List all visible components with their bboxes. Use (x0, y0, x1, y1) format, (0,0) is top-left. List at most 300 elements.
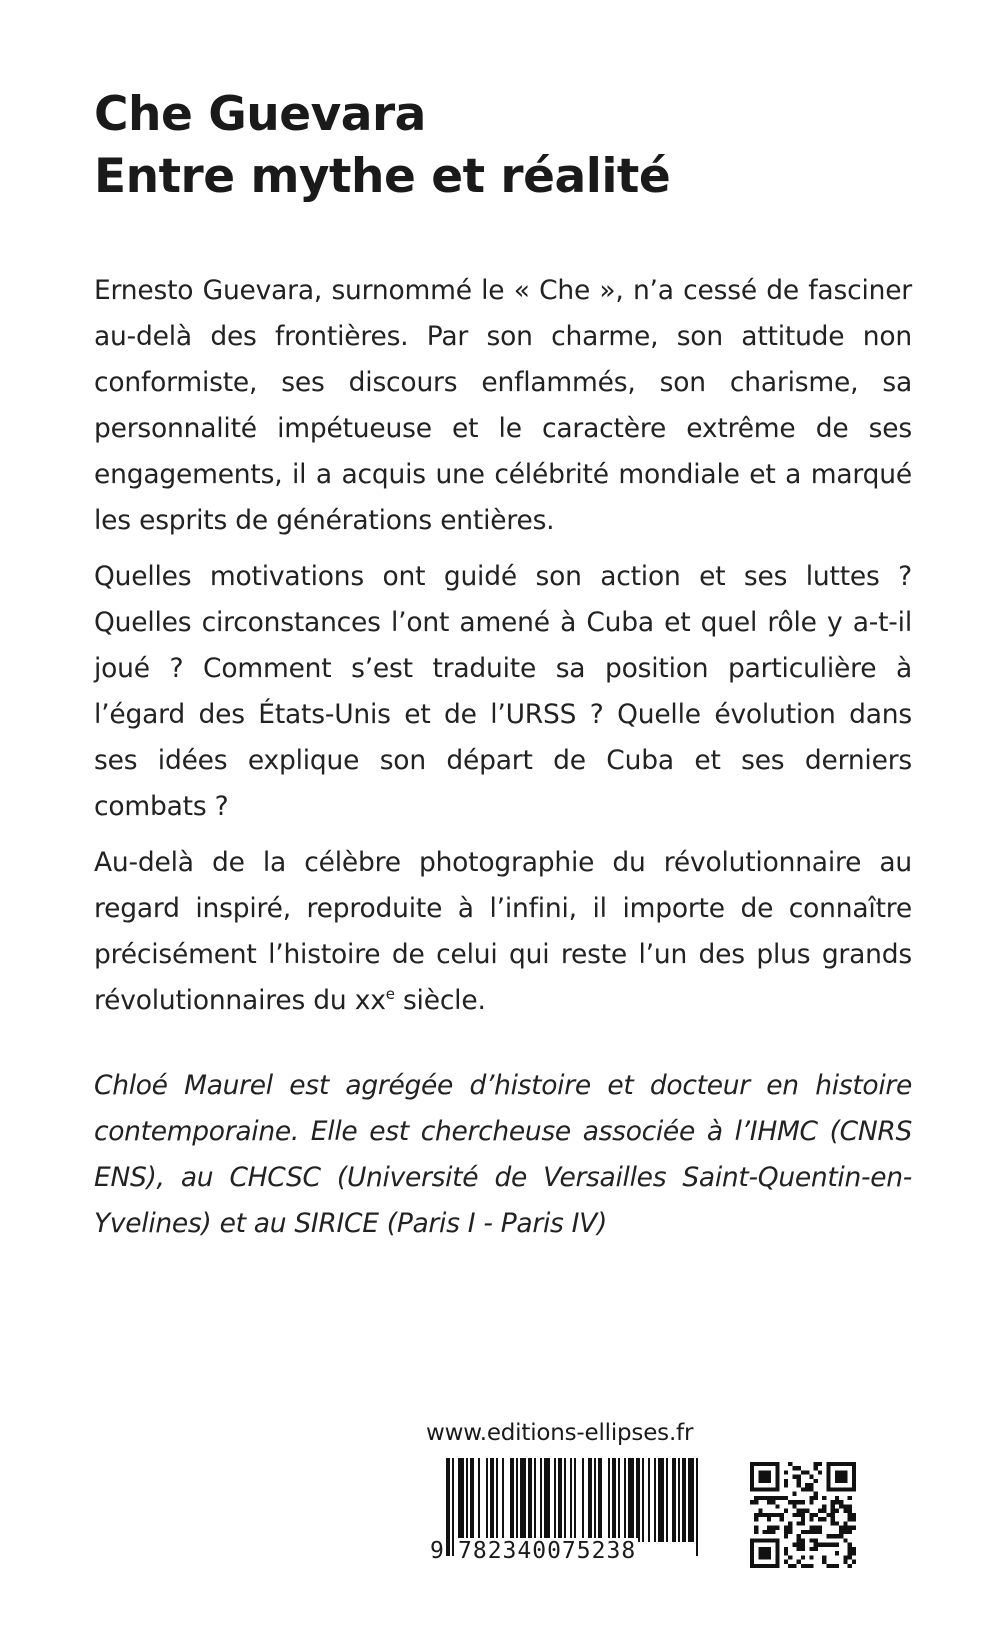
qr-module (784, 1509, 788, 1513)
qr-module (797, 1500, 801, 1504)
qr-module (784, 1551, 788, 1555)
qr-module (822, 1509, 826, 1513)
qr-module (848, 1517, 852, 1521)
qr-module (792, 1543, 796, 1547)
qr-module (835, 1521, 839, 1525)
qr-module (814, 1479, 818, 1483)
qr-module (839, 1470, 843, 1474)
qr-module (750, 1547, 754, 1551)
barcode-bar (564, 1458, 566, 1542)
barcode-bar (608, 1458, 610, 1542)
qr-module (822, 1496, 826, 1500)
qr-module (809, 1513, 813, 1517)
qr-module (801, 1521, 805, 1525)
qr-module (771, 1530, 775, 1534)
qr-module (767, 1513, 771, 1517)
barcode-bar (628, 1458, 634, 1542)
qr-module (767, 1564, 771, 1568)
qr-module (809, 1564, 813, 1568)
qr-module (758, 1496, 762, 1500)
qr-module (763, 1530, 767, 1534)
qr-module (775, 1526, 779, 1530)
qr-module (754, 1517, 758, 1521)
qr-module (797, 1560, 801, 1564)
qr-module (831, 1487, 835, 1491)
qr-module (822, 1543, 826, 1547)
qr-module (848, 1564, 852, 1568)
qr-module (750, 1483, 754, 1487)
qr-module (771, 1526, 775, 1530)
qr-module (788, 1555, 792, 1559)
qr-module (792, 1513, 796, 1517)
qr-module (767, 1555, 771, 1559)
barcode-bar (470, 1458, 474, 1542)
qr-module (826, 1564, 830, 1568)
qr-module (839, 1479, 843, 1483)
qr-module (809, 1496, 813, 1500)
qr-module (809, 1500, 813, 1504)
barcode-bar (678, 1458, 680, 1542)
qr-module (788, 1564, 792, 1568)
qr-module (848, 1547, 852, 1551)
qr-module (814, 1530, 818, 1534)
qr-module (826, 1470, 830, 1474)
qr-module (805, 1487, 809, 1491)
qr-module (831, 1462, 835, 1466)
qr-module (758, 1547, 762, 1551)
qr-module (767, 1470, 771, 1474)
barcode-bar (478, 1458, 480, 1542)
qr-module (758, 1555, 762, 1559)
qr-module (767, 1547, 771, 1551)
barcode-bar (540, 1458, 542, 1542)
qr-module (805, 1509, 809, 1513)
qr-module (784, 1534, 788, 1538)
qr-module (826, 1462, 830, 1466)
qr-module (805, 1483, 809, 1487)
qr-module (775, 1462, 779, 1466)
qr-module (814, 1513, 818, 1517)
qr-module (797, 1547, 801, 1551)
barcode-bar (672, 1458, 676, 1542)
qr-module (852, 1547, 856, 1551)
qr-module (801, 1547, 805, 1551)
qr-module (835, 1564, 839, 1568)
qr-module (754, 1530, 758, 1534)
qr-module (797, 1466, 801, 1470)
qr-module (839, 1534, 843, 1538)
qr-module (784, 1526, 788, 1530)
qr-module (839, 1504, 843, 1508)
qr-module (775, 1564, 779, 1568)
qr-module (801, 1500, 805, 1504)
qr-module (750, 1466, 754, 1470)
qr-module (788, 1500, 792, 1504)
qr-module (831, 1504, 835, 1508)
qr-module (775, 1551, 779, 1555)
qr-module (814, 1466, 818, 1470)
qr-module (775, 1483, 779, 1487)
qr-module (754, 1538, 758, 1542)
qr-module (754, 1526, 758, 1530)
qr-module (784, 1470, 788, 1474)
qr-module (797, 1475, 801, 1479)
qr-module (805, 1530, 809, 1534)
qr-module (784, 1530, 788, 1534)
qr-module (775, 1538, 779, 1542)
qr-module (835, 1470, 839, 1474)
qr-module (763, 1470, 767, 1474)
qr-module (797, 1534, 801, 1538)
qr-module (809, 1483, 813, 1487)
qr-module (809, 1538, 813, 1542)
qr-module (775, 1513, 779, 1517)
qr-module (780, 1496, 784, 1500)
qr-module (767, 1517, 771, 1521)
qr-module (797, 1509, 801, 1513)
qr-module (750, 1462, 754, 1466)
qr-module (758, 1538, 762, 1542)
qr-module (852, 1466, 856, 1470)
qr-module (788, 1530, 792, 1534)
qr-module (809, 1487, 813, 1491)
author-bio: Chloé Maurel est agrégée d’histoire et docteur en histoire contemporaine. Elle est chercheuse associée à l’IHMC (CNRS ENS), au CHCSC (Université de Versailles Saint-Quentin-en-Yvelines) et au SIRICE (Paris I - Paris IV) (94, 1070, 912, 1239)
qr-module (822, 1504, 826, 1508)
qr-module (788, 1521, 792, 1525)
qr-module (775, 1496, 779, 1500)
barcode-bar (458, 1458, 464, 1542)
qr-module (839, 1462, 843, 1466)
qr-module (814, 1492, 818, 1496)
barcode-bar (554, 1458, 556, 1542)
qr-module (767, 1496, 771, 1500)
qr-module (835, 1543, 839, 1547)
qr-module (771, 1500, 775, 1504)
qr-module (801, 1487, 805, 1491)
barcode-bar (516, 1458, 518, 1542)
barcode-bar (466, 1458, 468, 1542)
qr-module (835, 1487, 839, 1491)
qr-module (843, 1479, 847, 1483)
qr-module (852, 1560, 856, 1564)
qr-code (750, 1462, 856, 1568)
qr-module (843, 1470, 847, 1474)
qr-module (848, 1504, 852, 1508)
qr-module (818, 1543, 822, 1547)
qr-module (801, 1555, 805, 1559)
qr-module (775, 1560, 779, 1564)
barcode-bar (666, 1458, 668, 1542)
qr-module (767, 1538, 771, 1542)
qr-module (801, 1538, 805, 1542)
qr-module (763, 1462, 767, 1466)
barcode-bar (534, 1458, 536, 1542)
qr-module (852, 1513, 856, 1517)
qr-module (775, 1466, 779, 1470)
qr-module (814, 1526, 818, 1530)
qr-module (763, 1538, 767, 1542)
qr-module (788, 1462, 792, 1466)
qr-module (852, 1517, 856, 1521)
qr-module (818, 1517, 822, 1521)
qr-module (839, 1500, 843, 1504)
qr-module (771, 1513, 775, 1517)
barcode-bar (558, 1458, 562, 1542)
qr-module (843, 1509, 847, 1513)
qr-module (775, 1475, 779, 1479)
isbn-first-digit: 9 (430, 1538, 444, 1564)
barcode-bar (582, 1458, 584, 1542)
qr-module (818, 1509, 822, 1513)
qr-module (750, 1555, 754, 1559)
qr-module (818, 1526, 822, 1530)
qr-module (754, 1487, 758, 1491)
qr-module (767, 1462, 771, 1466)
qr-module (750, 1560, 754, 1564)
qr-module (835, 1475, 839, 1479)
qr-module (775, 1479, 779, 1483)
title-line-1: Che Guevara (94, 87, 426, 142)
qr-module (805, 1470, 809, 1474)
qr-module (809, 1475, 813, 1479)
qr-module (814, 1462, 818, 1466)
publisher-footer (420, 1420, 920, 1580)
qr-module (852, 1479, 856, 1483)
qr-module (775, 1543, 779, 1547)
qr-module (801, 1509, 805, 1513)
qr-module (822, 1555, 826, 1559)
qr-module (848, 1530, 852, 1534)
qr-module (767, 1530, 771, 1534)
barcode-bar (528, 1458, 532, 1542)
publisher-website: www.editions-ellipses.fr (426, 1420, 694, 1446)
barcode-bar (520, 1458, 526, 1542)
qr-module (767, 1487, 771, 1491)
qr-module (848, 1543, 852, 1547)
qr-module (792, 1504, 796, 1508)
qr-module (754, 1564, 758, 1568)
barcode-bar (624, 1458, 626, 1542)
qr-module (835, 1500, 839, 1504)
blurb-paragraph-3-end: siècle. (394, 985, 486, 1016)
isbn-number (420, 1538, 720, 1568)
qr-module (792, 1475, 796, 1479)
qr-module (826, 1487, 830, 1491)
qr-module (784, 1479, 788, 1483)
blurb-paragraph-2: Quelles motivations ont guidé son action et ses luttes ? Quelles circonstances l’ont amené à Cuba et quel rôle y a-t-il joué ? Comment s’est traduite sa position particulière à l’égard des États-Unis et de l’URSS ? Quelle évolution dans ses idées explique son départ de Cuba et ses derniers combats ? (94, 561, 912, 822)
qr-module (797, 1521, 801, 1525)
book-title (94, 84, 914, 208)
qr-module (775, 1470, 779, 1474)
qr-module (809, 1530, 813, 1534)
barcode-bar (544, 1458, 550, 1542)
qr-module (771, 1538, 775, 1542)
qr-module (831, 1517, 835, 1521)
qr-module (750, 1479, 754, 1483)
qr-module (848, 1487, 852, 1491)
qr-module (843, 1530, 847, 1534)
qr-module (843, 1487, 847, 1491)
qr-module (835, 1479, 839, 1483)
qr-module (750, 1564, 754, 1568)
qr-module (809, 1526, 813, 1530)
qr-module (839, 1530, 843, 1534)
qr-module (754, 1496, 758, 1500)
qr-module (797, 1543, 801, 1547)
qr-module (826, 1475, 830, 1479)
qr-module (797, 1483, 801, 1487)
qr-module (792, 1466, 796, 1470)
qr-module (784, 1547, 788, 1551)
qr-module (754, 1462, 758, 1466)
qr-module (852, 1483, 856, 1487)
qr-module (843, 1555, 847, 1559)
barcode-bar (682, 1458, 686, 1542)
qr-module (835, 1509, 839, 1513)
isbn-digits: 782340075238 (458, 1538, 637, 1564)
qr-module (801, 1543, 805, 1547)
barcode-bar (490, 1458, 494, 1542)
barcode-bar (594, 1458, 596, 1542)
qr-module (792, 1500, 796, 1504)
qr-module (826, 1479, 830, 1483)
barcode-bar (502, 1458, 504, 1542)
qr-module (848, 1513, 852, 1517)
qr-module (801, 1513, 805, 1517)
qr-module (767, 1526, 771, 1530)
qr-module (750, 1475, 754, 1479)
blurb-paragraph-3-text: Au-delà de la célèbre photographie du révolutionnaire au regard inspiré, reproduite à l’infini, il importe de connaître précisément l’histoire de celui qui reste l’un des plus grands révolutionnaires du xx (94, 847, 912, 1016)
barcode-bar (486, 1458, 488, 1542)
qr-module (848, 1462, 852, 1466)
qr-module (797, 1479, 801, 1483)
qr-module (763, 1564, 767, 1568)
qr-module (758, 1564, 762, 1568)
qr-module (852, 1475, 856, 1479)
qr-module (775, 1487, 779, 1491)
qr-module (784, 1483, 788, 1487)
qr-module (763, 1487, 767, 1491)
qr-module (758, 1509, 762, 1513)
qr-module (780, 1517, 784, 1521)
qr-module (758, 1479, 762, 1483)
qr-module (852, 1526, 856, 1530)
qr-module (831, 1509, 835, 1513)
blurb-paragraph-1: Ernesto Guevara, surnommé le « Che », n’a cessé de fasciner au-delà des frontières. Par son charme, son attitude non conformiste, ses discours enflammés, son charisme, sa personnalité impétueuse et le caractère extrême de ses engagements, il a acquis une célébrité mondiale et a marqué les esprits de générations entières. (94, 275, 912, 536)
qr-module (826, 1466, 830, 1470)
qr-module (754, 1500, 758, 1504)
qr-module (839, 1526, 843, 1530)
qr-module (775, 1555, 779, 1559)
qr-module (831, 1564, 835, 1568)
qr-module (831, 1500, 835, 1504)
qr-module (835, 1462, 839, 1466)
qr-module (801, 1564, 805, 1568)
qr-module (758, 1551, 762, 1555)
qr-module (852, 1462, 856, 1466)
century-superscript: e (385, 985, 395, 1004)
qr-module (763, 1547, 767, 1551)
qr-module (848, 1555, 852, 1559)
qr-module (750, 1543, 754, 1547)
qr-module (801, 1470, 805, 1474)
qr-module (771, 1496, 775, 1500)
qr-module (839, 1487, 843, 1491)
qr-module (767, 1475, 771, 1479)
qr-module (814, 1547, 818, 1551)
qr-module (826, 1513, 830, 1517)
barcode-bar (648, 1458, 650, 1542)
qr-module (758, 1513, 762, 1517)
qr-module (809, 1555, 813, 1559)
qr-module (848, 1509, 852, 1513)
qr-module (818, 1470, 822, 1474)
qr-module (809, 1517, 813, 1521)
barcode-bar (612, 1458, 616, 1542)
barcode-bar (654, 1458, 656, 1542)
qr-module (801, 1517, 805, 1521)
qr-module (767, 1551, 771, 1555)
qr-module (758, 1462, 762, 1466)
qr-module (843, 1475, 847, 1479)
qr-module (831, 1534, 835, 1538)
qr-module (750, 1538, 754, 1542)
qr-module (763, 1496, 767, 1500)
qr-module (831, 1513, 835, 1517)
qr-module (775, 1547, 779, 1551)
qr-module (771, 1564, 775, 1568)
qr-module (754, 1513, 758, 1517)
qr-module (826, 1483, 830, 1487)
qr-module (805, 1564, 809, 1568)
qr-module (763, 1479, 767, 1483)
qr-module (750, 1500, 754, 1504)
qr-module (822, 1517, 826, 1521)
qr-module (852, 1470, 856, 1474)
qr-module (784, 1496, 788, 1500)
qr-module (852, 1487, 856, 1491)
barcode-bar (588, 1458, 592, 1542)
qr-module (831, 1543, 835, 1547)
qr-module (758, 1470, 762, 1474)
qr-module (843, 1538, 847, 1542)
qr-module (750, 1487, 754, 1491)
barcode-bar (658, 1458, 664, 1542)
qr-module (843, 1521, 847, 1525)
qr-module (835, 1551, 839, 1555)
qr-module (852, 1551, 856, 1555)
barcode-bar (636, 1458, 640, 1542)
qr-module (784, 1560, 788, 1564)
qr-module (809, 1547, 813, 1551)
qr-module (763, 1551, 767, 1555)
blurb (94, 268, 912, 1034)
qr-module (835, 1496, 839, 1500)
qr-module (814, 1543, 818, 1547)
qr-module (771, 1462, 775, 1466)
qr-module (758, 1487, 762, 1491)
qr-module (797, 1538, 801, 1542)
qr-module (792, 1564, 796, 1568)
qr-module (843, 1526, 847, 1530)
qr-module (848, 1551, 852, 1555)
barcode-bar (510, 1458, 514, 1542)
qr-module (763, 1513, 767, 1517)
qr-module (788, 1526, 792, 1530)
qr-module (835, 1534, 839, 1538)
qr-module (843, 1560, 847, 1564)
qr-module (801, 1530, 805, 1534)
